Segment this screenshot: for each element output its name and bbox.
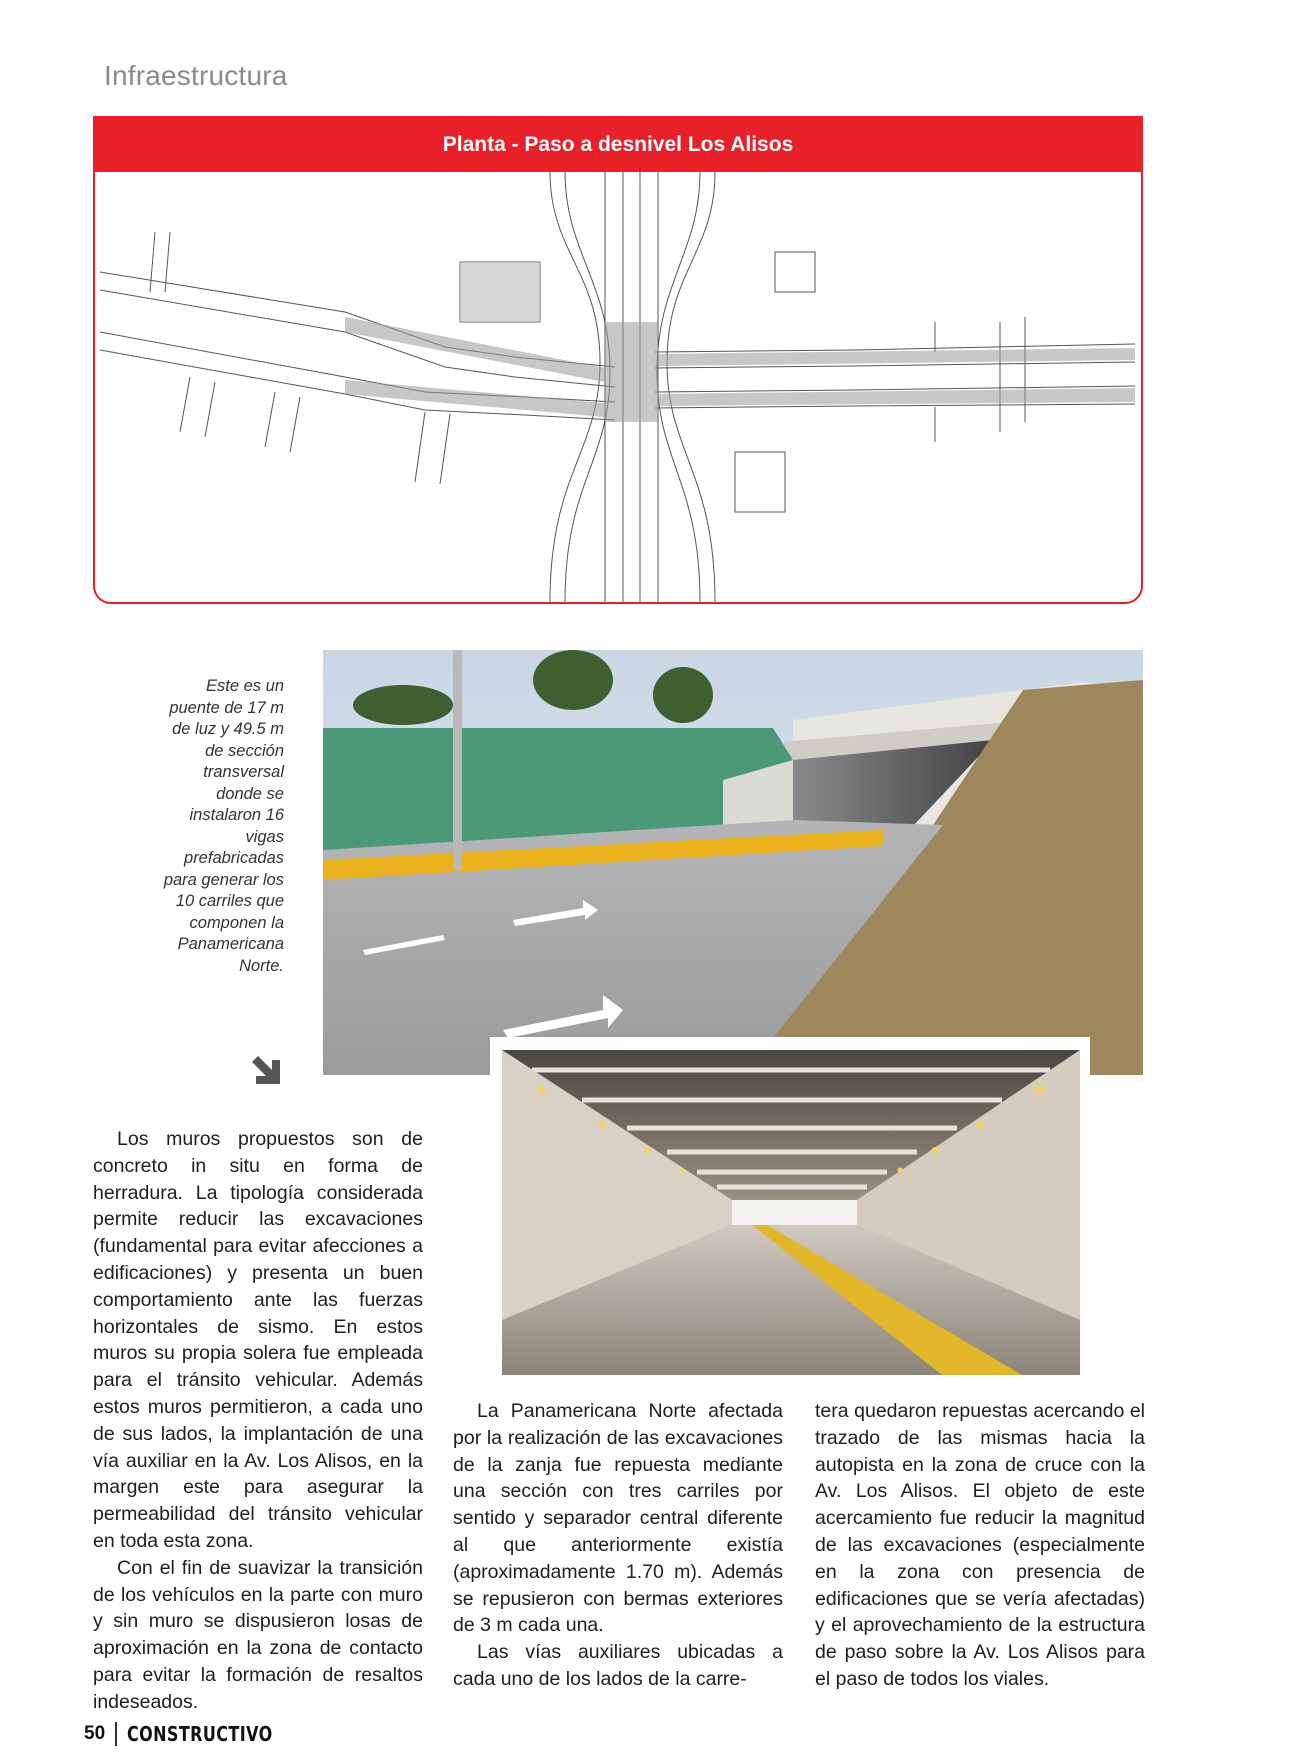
- bridge-photo: [323, 650, 1143, 1075]
- paragraph: Las vías auxiliares ubicadas a cada uno de los lados de la carre-: [453, 1641, 783, 1690]
- text-column-3: [815, 1398, 1145, 1693]
- paragraph-text: La Panamericana Norte afectada por la realización de las excavaciones de la zanja fue repuesta mediante una sección con tres carriles por sentido y separador central diferente al que anteriormente existía (aproximadamente 1.70 m). Además se repusieron con bermas exteriores de 3 m cada una.: [453, 1400, 783, 1637]
- text-column-2: [453, 1398, 783, 1693]
- magazine-name: CONSTRUCTIVO: [126, 1722, 273, 1746]
- plan-figure: [93, 116, 1143, 604]
- paragraph: Con el fin de suavizar la transición de los vehículos en la parte con muro y sin muro se dispusieron losas de aproximación en la zona de contacto para evitar la formación de resaltos indeseados.: [93, 1556, 423, 1713]
- section-label: Infraestructura: [104, 60, 288, 91]
- photo-caption: Este es un puente de 17 m de luz y 49.5 m de sección transversal donde se instalaron 16 vigas prefabricadas para generar los 10 carriles que componen la Panamericana Norte.: [163, 677, 284, 975]
- paragraph: Los muros propuestos son de concreto in situ en forma de herradura. La tipología considerada permite reducir las excavaciones (fundamental para evitar afecciones a edificaciones) y presenta un buen comportamiento ante las fuerzas horizontales de sismo. En estos muros su propia solera fue empleada para el tránsito vehicular. Además estos muros permitieron, a cada uno de sus lados, la implantación de una vía auxiliar en la Av. Los Alisos, en la margen este para asegurar la permeabilidad del tránsito vehicular en toda esta zona.: [93, 1128, 423, 1552]
- arrow-down-right-icon: [248, 1052, 284, 1088]
- plan-title: Planta - Paso a desnivel Los Alisos: [95, 118, 1141, 172]
- plan-drawing: [95, 172, 1141, 602]
- text-column-1: [93, 1126, 423, 1716]
- paragraph-continuation: tera quedaron repuestas acercando el trazado de las mismas hacia la autopista en la zona de cruce con la Av. Los Alisos. El objeto de este acercamiento fue reducir la magnitud de las excavaciones (especialmente en la zona con presencia de edificaciones que se vería afectadas) y el aprovechamiento de la estructura de paso sobre la Av. Los Alisos para el paso de todos los viales.: [815, 1400, 1145, 1690]
- footer-divider: [115, 1722, 117, 1746]
- page-footer: [84, 1720, 309, 1748]
- paragraph: [453, 1398, 783, 1639]
- page-number: 50: [84, 1723, 106, 1744]
- tunnel-photo: [502, 1050, 1080, 1375]
